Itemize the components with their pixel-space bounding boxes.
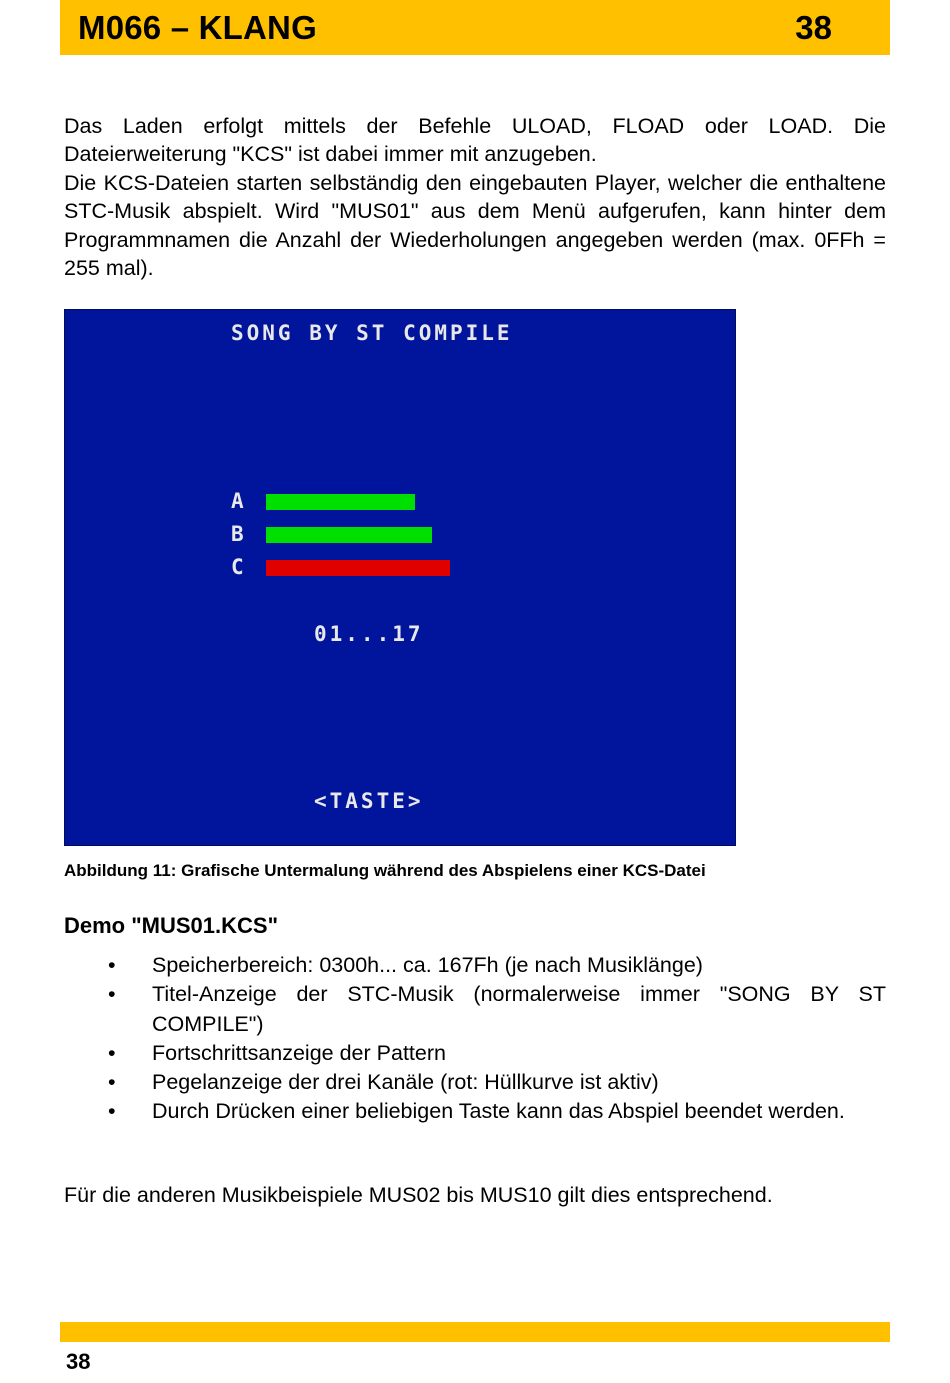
channel-b-level-bar [266,527,432,543]
channel-a-level-bar [266,494,415,510]
bullet-icon: • [108,1070,116,1095]
channel-c-level-bar [266,560,450,576]
list-item [64,980,886,1039]
closing-text: Für die anderen Musikbeispiele MUS02 bis MUS10 gilt dies entsprechend. [64,1183,773,1207]
song-title: SONG BY ST COMPILE [231,321,513,345]
intro-paragraph-1: Das Laden erfolgt mittels der Befehle ULOAD, FLOAD oder LOAD. Die Dateierweiterung "KCS" ist dabei immer mit anzugeben. [64,114,886,167]
feature-list [64,951,886,1127]
channel-a-label: A [231,489,247,513]
channel-b-label: B [231,522,247,546]
key-prompt: <TASTE> [314,789,424,813]
intro-text [64,112,886,282]
list-item [64,1097,886,1126]
section-heading: Demo "MUS01.KCS" [64,913,279,938]
header-page-number: 38 [795,9,832,46]
list-item [64,1068,886,1097]
bullet-icon: • [108,1040,116,1065]
footer-bar [60,1322,890,1342]
list-item-text: Durch Drücken einer beliebigen Taste kann das Abspiel beendet werden. [152,1099,845,1124]
figure-caption: Abbildung 11: Grafische Untermalung während des Abspielens einer KCS-Datei [64,861,706,880]
player-screenshot [64,309,736,846]
bullet-icon: • [108,1099,116,1124]
page-header [60,0,890,55]
pattern-progress: 01...17 [314,622,424,646]
intro-paragraph-2: Die KCS-Dateien starten selbständig den eingebauten Player, welcher die enthaltene STC-Musik abspielt. Wird "MUS01" aus dem Menü aufgerufen, kann hinter dem Programmnamen die Anzahl der Wiederholungen angegeben werden (max. 0FFh = 255 mal). [64,170,886,281]
bullet-icon: • [108,982,116,1007]
list-item [64,951,886,980]
list-item-text: Fortschrittsanzeige der Pattern [152,1040,446,1065]
bullet-icon: • [108,953,116,977]
list-item-text: Titel-Anzeige der STC-Musik (normalerweise immer "SONG BY ST COMPILE") [152,982,886,1036]
list-item-text: Speicherbereich: 0300h... ca. 167Fh (je nach Musiklänge) [152,953,703,977]
list-item [64,1039,886,1068]
list-item-text: Pegelanzeige der drei Kanäle (rot: Hüllkurve ist aktiv) [152,1070,659,1095]
chapter-title: M066 – KLANG [78,9,317,46]
channel-c-label: C [231,555,247,579]
footer-page-number: 38 [66,1349,91,1374]
